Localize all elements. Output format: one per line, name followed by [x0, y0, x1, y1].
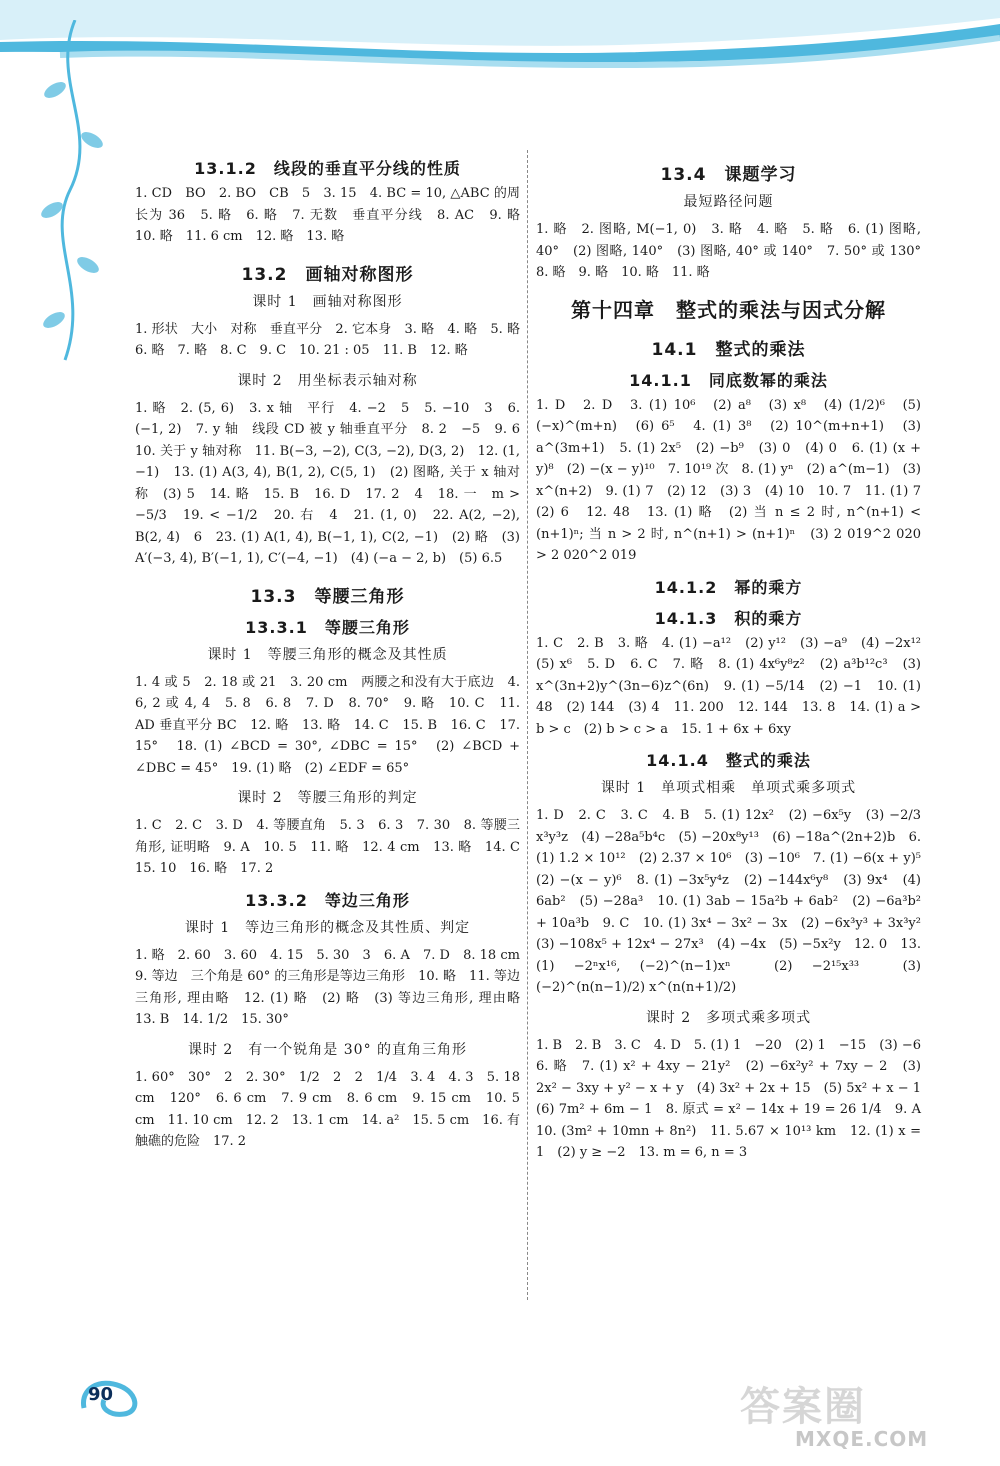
lesson-title: 课时 2 有一个锐角是 30° 的直角三角形: [187, 1041, 468, 1058]
page-number-badge: [80, 1378, 144, 1418]
subsection-title: 14.1.1 同底数幂的乘法: [629, 370, 828, 390]
right-column: [536, 148, 935, 1172]
section-title: 13.2 画轴对称图形: [241, 264, 414, 285]
page-number: 90: [88, 1384, 114, 1405]
section-title: 14.1 整式的乘法: [651, 339, 806, 360]
left-column: [135, 148, 534, 1161]
subsection-title: 14.1.3 积的乘方: [654, 608, 803, 628]
lesson-title: 课时 1 单项式相乘 单项式乘多项式: [600, 780, 857, 796]
lesson-title: 课时 2 等腰三角形的判定: [237, 790, 418, 806]
answer-block: 1. 略 2. 60 3. 60 4. 15 5. 30 3 6. A 7. D 8. 18 cm 9. 等边 三个角是 60° 的三角形是等边三角形 10. 略 11. 等边三角形, 理由略 12. (1) 略 (2) 略 (3) 等边三角形, 理由略 13. B 14. 1/2 15. 30°: [135, 947, 534, 1027]
decorative-banner: [0, 0, 1000, 90]
subsection-title: 14.1.2 幂的乘方: [654, 577, 803, 597]
answer-block: 1. C 2. B 3. 略 4. (1) −a¹² (2) y¹² (3) −a⁹ (4) −2x¹² (5) x⁶ 5. D 6. C 7. 略 8. (1) 4x⁶y⁸z² (2) a³b¹²c³ (3) x^(3n+2)y^(3n−6)z^(6n) 9. (1) −5/14 (2) −1 10. (1) 48 (2) 144 (3) 4 11. 200 12. 144 13. 8 14. (1) a > b > c (2) b > c > a 15. 1 + 6x + 6xy: [536, 635, 935, 737]
lesson-title: 课时 2 用坐标表示轴对称: [237, 372, 418, 389]
decorative-vine-icon: [30, 20, 120, 380]
answer-block: 1. B 2. B 3. C 4. D 5. (1) 1 −20 (2) 1 −15 (3) −6 6. 略 7. (1) x² + 4xy − 21y² (2) −6x²y² + 7xy − 2 (3) 2x² − 3xy + y² − x + y (4) 3x² + 2x + 15 (5) 5x² + x − 1 (6) 7m² + 6m − 1 8. 原式 = x² − 14x + 19 = 26 1/4 9. A 10. (3m² + 10mn + 8n²) 11. 5.67 × 10¹³ km 12. (1) x = 1 (2) y ≥ −2 13. m = 6, n = 3: [536, 1037, 935, 1160]
answer-block: 1. 60° 30° 2 2. 30° 1/2 2 2 1/4 3. 4 4. 3 5. 18 cm 120° 6. 6 cm 7. 9 cm 8. 6 cm 9. 15 cm 10. 5 cm 11. 10 cm 12. 2 13. 1 cm 14. a² 15. 5 cm 16. 有触礁的危险 17. 2: [135, 1069, 520, 1149]
watermark-url: MXQE.COM: [795, 1427, 929, 1451]
watermark: [740, 1375, 990, 1455]
subsection-title: 14.1.4 整式的乘法: [646, 751, 811, 770]
lesson-title: 课时 2 多项式乘多项式: [645, 1009, 812, 1026]
section-title: 13.4 课题学习: [660, 165, 797, 185]
section-title: 13.3 等腰三角形: [250, 586, 405, 607]
subsection-title: 最短路径问题: [683, 194, 774, 210]
answer-block: 1. CD BO 2. BO CB 5 3. 15 4. BC = 10, △ABC 的周长为 36 5. 略 6. 略 7. 无数 垂直平分线 8. AC 9. 略 10. 略 11. 6 cm 12. 略 13. 略: [135, 186, 534, 244]
subsection-title: 13.3.1 等腰三角形: [245, 617, 410, 637]
watermark-logo: 答案圈: [740, 1384, 866, 1430]
lesson-title: 课时 1 画轴对称图形: [252, 293, 403, 310]
answer-block: 1. 略 2. 图略, M(−1, 0) 3. 略 4. 略 5. 略 6. (1) 图略, 40° (2) 图略, 140° (3) 图略, 40° 或 140° 7. 50° 或 130° 8. 略 9. 略 10. 略 11. 略: [536, 222, 935, 280]
answer-block: 1. 形状 大小 对称 垂直平分 2. 它本身 3. 略 4. 略 5. 略 6. 略 7. 略 8. C 9. C 10. 21 : 05 11. B 12. 略: [135, 321, 534, 358]
lesson-title: 课时 1 等边三角形的概念及其性质、判定: [184, 919, 471, 936]
answer-block: 1. 略 2. (5, 6) 3. x 轴 平行 4. −2 5 5. −10 3 6. (−1, 2) 7. y 轴 线段 CD 被 y 轴垂直平分 8. 2 −5 9. 6 10. 关于 y 轴对称 11. B(−3, −2), C(3, −2), D(3, 2) 12. (1, −1) 13. (1) A(3, 4), B(1, 2), C(5, 1) (2) 图略, 关于 x 轴对称 (3) 5 14. 略 15. B 16. D 17. 2 4 18. 一 m > −5/3 19. < −1/2 20. 右 4 21. (1, 0) 22. A(2, −2), B(2, 4) 6 23. (1) A(1, 4), B(−1, 1), C(2, −1) (2) 略 (3) A′(−3, 4), B′(−1, 1), C′(−4, −1) (4) (−a − 2, b) (5) 6.5: [135, 400, 534, 566]
answer-block: 1. C 2. C 3. D 4. 等腰直角 5. 3 6. 3 7. 30 8. 等腰三角形, 证明略 9. A 10. 5 11. 略 12. 4 cm 13. 略 14. C 15. 10 16. 略 17. 2: [135, 818, 534, 876]
lesson-title: 课时 1 等腰三角形的概念及其性质: [207, 646, 448, 663]
answer-block: 1. D 2. C 3. C 4. B 5. (1) 12x² (2) −6x⁵y (3) −2/3 x³y³z (4) −28a⁵b⁴c (5) −20x⁸y¹³ (6) −18a^(2n+2)b 6. (1) 1.2 × 10¹² (2) 2.37 × 10⁶ (3) −10⁶ 7. (1) −6(x + y)⁵ (2) −(x − y)⁶ 8. (1) −3x⁵y⁴z (2) −144x⁶y⁸ (3) 9x⁴ (4) 6ab² (5) −28a³ 10. (1) 3ab − 15a²b + 6ab² (2) −6a³b² + 10a³b 9. C 10. (1) 3x⁴ − 3x² − 3x (2) −6x³y³ + 3x³y² (3) −108x⁵ + 12x⁴ − 27x³ (4) −4x (5) −5x²y 12. 0 13. (1) −2ⁿx¹⁶, (−2)^(n−1)xⁿ (2) −2¹⁵x³³ (3) (−2)^(n(n−1)/2) x^(n(n+1)/2): [536, 808, 935, 995]
subsection-title: 13.3.2 等边三角形: [245, 890, 410, 910]
answer-block: 1. 4 或 5 2. 18 或 21 3. 20 cm 两腰之和没有大于底边 4. 6, 2 或 4, 4 5. 8 6. 8 7. D 8. 70° 9. 略 10. C 11. AD 垂直平分 BC 12. 略 13. 略 14. C 15. B 16. C 17. 15° 18. (1) ∠BCD = 30°, ∠DBC = 15° (2) ∠BCD + ∠DBC = 45° 19. (1) 略 (2) ∠EDF = 65°: [135, 674, 520, 776]
section-title: 13.1.2 线段的垂直平分线的性质: [194, 159, 461, 178]
answer-block: 1. D 2. D 3. (1) 10⁶ (2) a⁸ (3) x⁸ (4) (1/2)⁶ (5) (−x)^(m+n) (6) 6⁵ 4. (1) 3⁸ (2) 10^(m+n+1) (3) a^(3m+1) 5. (1) 2x⁵ (2) −b⁹ (3) 0 (4) 0 6. (1) (x + y)⁸ (2) −(x − y)¹⁰ 7. 10¹⁹ 次 8. (1) yⁿ (2) a^(m−1) (3) x^(n+2) 9. (1) 7 (2) 12 (3) 3 (4) 10 10. 7 11. (1) 7 (2) 6 12. 48 13. (1) 略 (2) 当 n ≤ 2 时, n^(n+1) < (n+1)ⁿ; 当 n > 2 时, n^(n+1) > (n+1)ⁿ (3) 2 019^2 020 > 2 020^2 019: [536, 397, 935, 563]
chapter-title: 第十四章 整式的乘法与因式分解: [571, 297, 886, 322]
